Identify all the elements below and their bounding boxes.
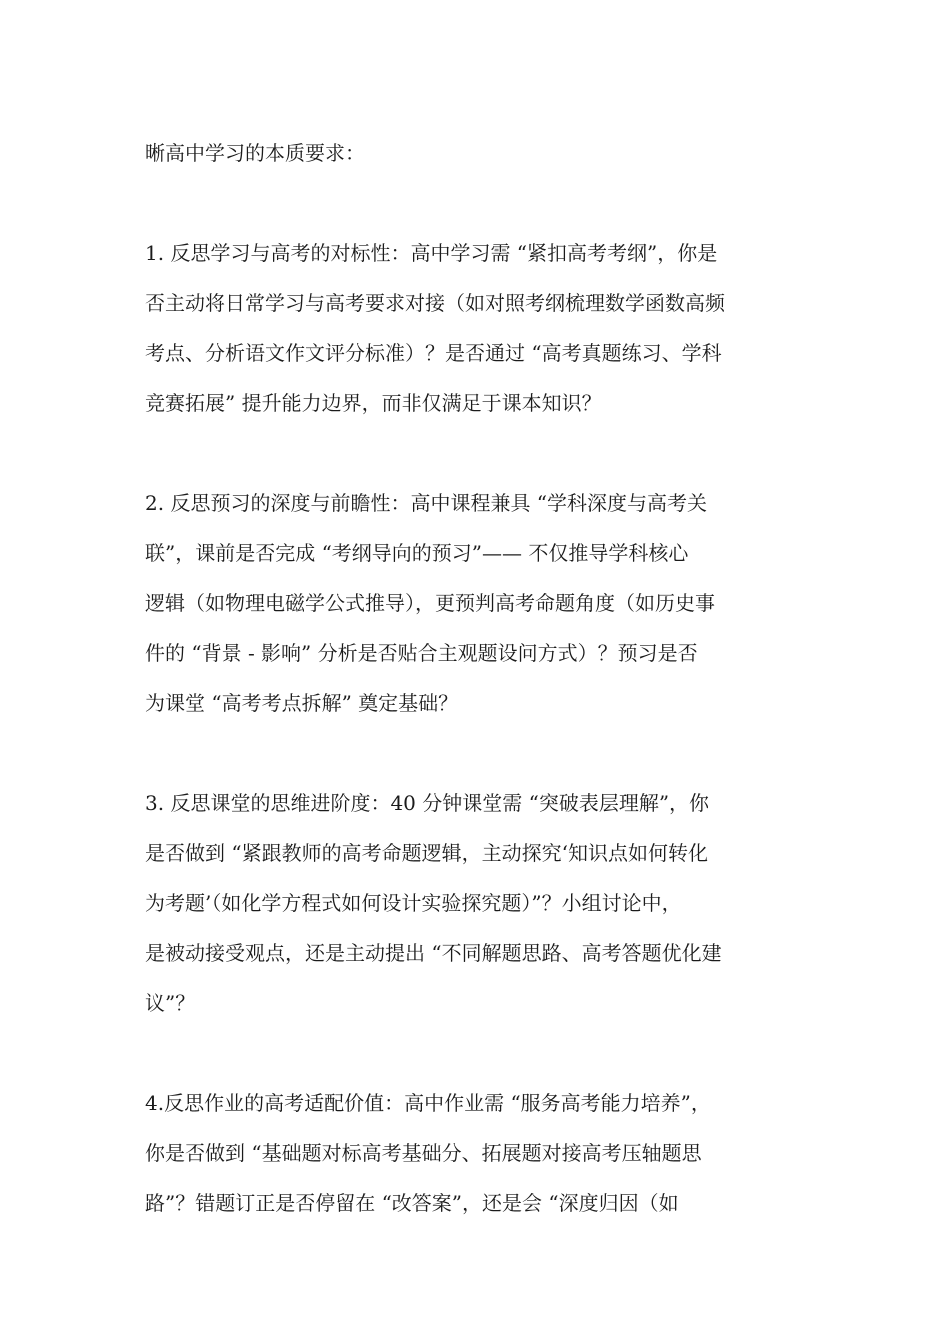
paragraph-gap (145, 728, 810, 778)
text-line: 件的 “背景 - 影响” 分析是否贴合主观题设问方式）？预习是否 (145, 641, 698, 665)
text-line: 是否做到 “紧跟教师的高考命题逻辑，主动探究‘知识点如何转化 (145, 841, 708, 865)
text-line: 3. 反思课堂的思维进阶度：40 分钟课堂需 “突破表层理解”，你 (145, 791, 710, 815)
text-line: 你是否做到 “基础题对标高考基础分、拓展题对接高考压轴题思 (145, 1141, 702, 1165)
text-line: 议”？ (145, 991, 196, 1015)
text-line: 否主动将日常学习与高考要求对接（如对照考纲梳理数学函数高频 (145, 291, 725, 315)
document-body (145, 128, 810, 1228)
text-line: 2. 反思预习的深度与前瞻性：高中课程兼具 “学科深度与高考关 (145, 491, 708, 515)
paragraph-gap (145, 428, 810, 478)
text-line: 1. 反思学习与高考的对标性：高中学习需 “紧扣高考考纲”，你是 (145, 241, 718, 265)
text-line: 路”？错题订正是否停留在 “改答案”，还是会 “深度归因（如 (145, 1191, 679, 1215)
text-line: 晰高中学习的本质要求： (145, 141, 365, 165)
text-line: 是被动接受观点，还是主动提出 “不同解题思路、高考答题优化建 (145, 941, 722, 965)
text-line: 为考题’（如化学方程式如何设计实验探究题）”？小组讨论中， (145, 891, 682, 915)
paragraph-gap (145, 1028, 810, 1078)
text-line: 4.反思作业的高考适配价值：高中作业需 “服务高考能力培养”， (145, 1091, 711, 1115)
text-line: 联”，课前是否完成 “考纲导向的预习”—— 不仅推导学科核心 (145, 541, 689, 565)
text-line: 竞赛拓展” 提升能力边界，而非仅满足于课本知识？ (145, 391, 602, 415)
text-line: 为课堂 “高考考点拆解” 奠定基础？ (145, 691, 459, 715)
text-line: 逻辑（如物理电磁学公式推导），更预判高考命题角度（如历史事 (145, 591, 715, 615)
paragraph-gap (145, 178, 810, 228)
text-line: 考点、分析语文作文评分标准）？是否通过 “高考真题练习、学科 (145, 341, 722, 365)
